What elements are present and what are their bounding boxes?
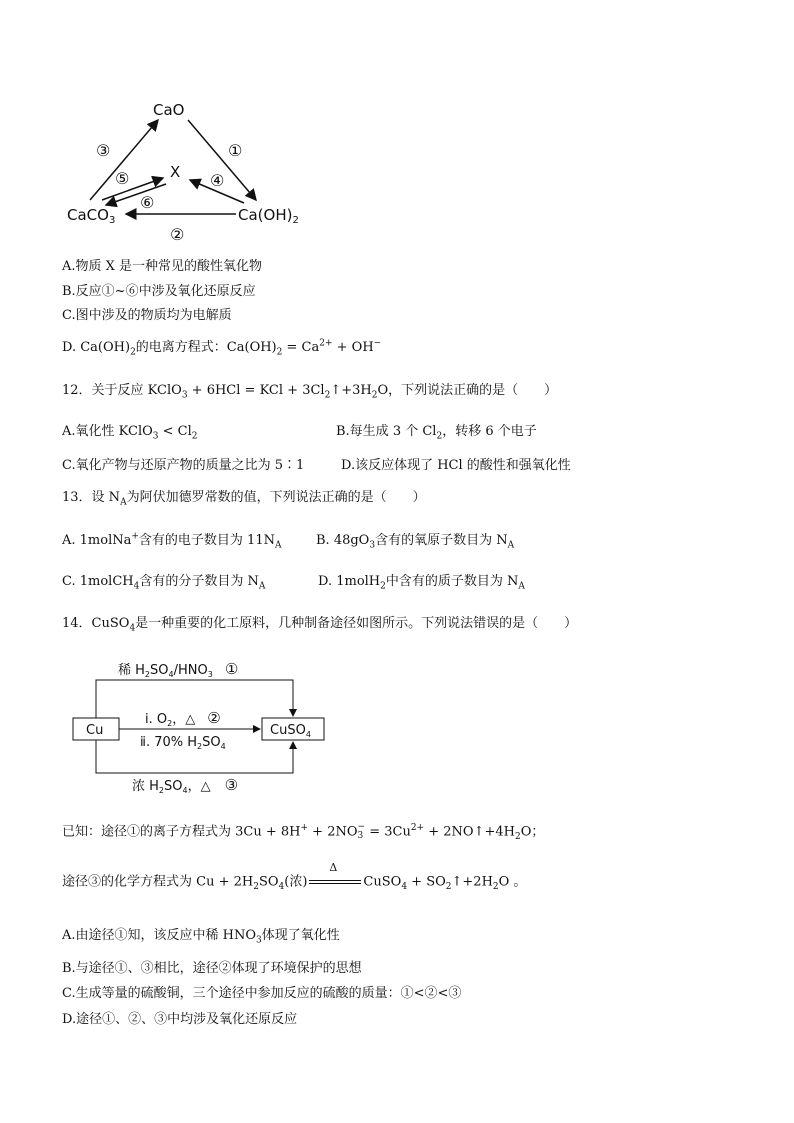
label-reaction-2: ② bbox=[170, 225, 185, 244]
node-cao: CaO bbox=[153, 101, 185, 119]
q12-option-d: D.该反应体现了 HCl 的酸性和强氧化性 bbox=[341, 458, 571, 473]
conversion-diagram bbox=[0, 0, 794, 260]
arrow-caco3-to-cao bbox=[90, 120, 158, 200]
node-caoh2: $Ca(OH)_2$ bbox=[238, 206, 299, 226]
q13-option-c: C. 1molCH$_4$含有的分子数目为 $N_A$ bbox=[62, 574, 266, 592]
q14-known-route3: 途径③的化学方程式为 $Cu + 2H_2SO_4$(浓) Δ CuSO$_4$ + $SO_2↑+2H_2O$ 。 bbox=[62, 861, 527, 893]
q14-option-a: A.由途径①知，该反应中稀 $HNO_3$体现了氧化性 bbox=[62, 928, 340, 946]
q12-option-a: A.氧化性 KClO$_3$ < $Cl_2$ bbox=[62, 424, 198, 442]
label-cuso4: CuSO$_4$ bbox=[270, 723, 311, 739]
q14-known-route1: 已知：途径①的离子方程式为 3Cu + 8H+ + 2NO − 3 = $3Cu^{2+}$ + $2NO↑+4H_2O$； bbox=[62, 822, 545, 843]
label-cu: Cu bbox=[86, 723, 104, 738]
q13-option-a: A. 1molNa+含有的电子数目为 $11N_A$ bbox=[62, 531, 282, 551]
q14-option-c: C.生成等量的硫酸铜，三个途径中参加反应的硫酸的质量：①<②<③ bbox=[62, 986, 462, 1001]
route-3-label: 浓 $H_2SO_4$，△ ③ bbox=[132, 776, 239, 795]
q14-option-b: B.与途径①、③相比，途径②体现了环境保护的思想 bbox=[62, 961, 362, 976]
q13-option-b: B. $48gO_3$含有的氧原子数目为 $N_A$ bbox=[316, 533, 515, 551]
q12-option-b: B.每生成 3 个 $Cl_2$，转移 6 个电子 bbox=[336, 424, 537, 442]
label-reaction-4: ④ bbox=[210, 171, 225, 190]
q11-option-b: B.反应①~⑥中涉及氧化还原反应 bbox=[62, 284, 256, 299]
q11-option-d: D. $Ca(OH)_2$的电离方程式：$Ca(OH)_2 = Ca^{2+} + OH^-$ bbox=[62, 338, 382, 358]
q12-stem: 12．关于反应 KClO$_3$ + 6HCl = KCl + $3Cl_2↑+3H_2O$，下列说法正确的是（ ） bbox=[62, 383, 558, 401]
cuso4-route-diagram bbox=[0, 650, 794, 810]
q14-option-d: D.途径①、②、③中均涉及氧化还原反应 bbox=[62, 1012, 298, 1027]
q12-option-c: C.氧化产物与还原产物的质量之比为 5∶1 bbox=[62, 458, 305, 473]
q11-option-c: C.图中涉及的物质均为电解质 bbox=[62, 308, 232, 323]
q14-stem: 14．CuSO$_4$是一种重要的化工原料，几种制备途径如图所示。下列说法错误的是（ ） bbox=[62, 616, 578, 634]
heating-equals-sign: Δ bbox=[307, 874, 363, 890]
node-x: X bbox=[170, 163, 181, 181]
q13-stem: 13．设 $N_A$为阿伏加德罗常数的值，下列说法正确的是（ ） bbox=[62, 490, 426, 508]
route-2-label-bottom: ⅱ. 70% $H_2SO_4$ bbox=[140, 735, 226, 751]
q11-option-a: A.物质 X 是一种常见的酸性氧化物 bbox=[62, 259, 263, 274]
label-reaction-3: ③ bbox=[96, 141, 111, 160]
q13-option-d: D. 1molH$_2$中含有的质子数目为 $N_A$ bbox=[318, 574, 525, 592]
label-reaction-5: ⑤ bbox=[115, 169, 130, 188]
label-reaction-6: ⑥ bbox=[140, 193, 155, 212]
label-reaction-1: ① bbox=[228, 141, 243, 160]
route-1-label: 稀 $H_2SO_4/HNO_3$ ① bbox=[118, 660, 239, 679]
node-caco3: CaCO$_3$ bbox=[67, 206, 116, 226]
route-2-label-top: ⅰ. $O_2$，△ ② bbox=[145, 709, 221, 728]
